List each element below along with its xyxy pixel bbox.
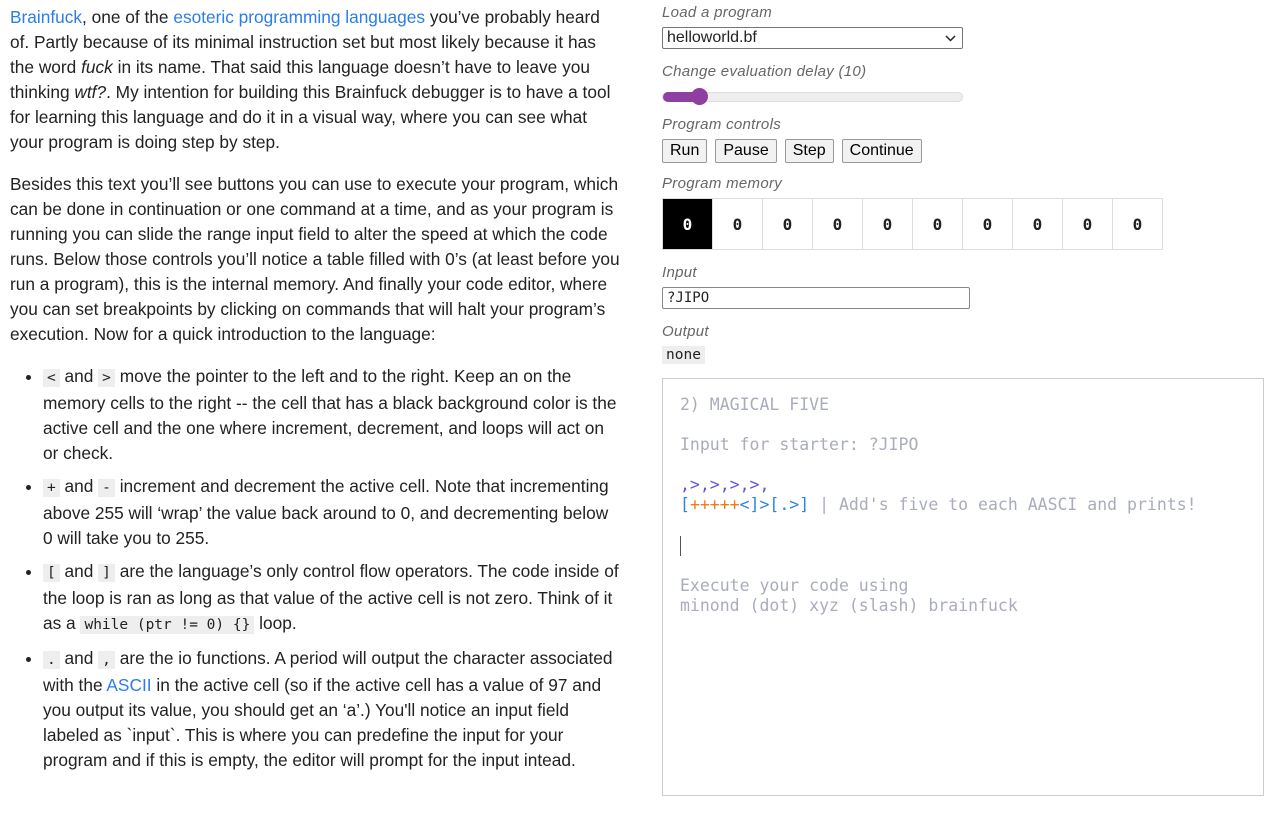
program-output: none	[662, 346, 705, 364]
memory-cell-active: 0	[663, 199, 713, 249]
code-command[interactable]: [	[680, 495, 690, 514]
text: you’ve probably heard of. Partly because of its minimal instruction set but most likely because it has the word	[10, 7, 600, 77]
text: . My intention for building this Brainfuck debugger is to have a tool for learning this language and do it in a visual way, where you can see what your program is doing step by step.	[10, 82, 611, 152]
memory-cell: 0	[963, 199, 1013, 249]
list-item	[43, 646, 620, 773]
list-item	[43, 364, 620, 466]
program-input[interactable]: ?JIPO	[662, 287, 970, 309]
code: -	[98, 479, 115, 497]
text: fuck	[81, 57, 113, 77]
brainfuck-link[interactable]: Brainfuck	[10, 7, 83, 27]
text: loop.	[254, 613, 297, 633]
text: , one of the	[82, 7, 174, 27]
ascii-link[interactable]: ASCII	[106, 675, 152, 695]
code: ,	[98, 651, 115, 669]
text: move the pointer to the left and to the right. Keep an on the memory cells to the right -- the cell that has a black background color is the active cell and the one where increment, decrement, and loops will act on or check.	[43, 366, 617, 463]
list-item	[43, 559, 620, 638]
text: in the active cell (so if the active cell has a value of 97 and you output its value, you should get an ‘a’.) You'll notice an input field labeled as `input`. This is where you can predefine the input for your program and if this is empty, the editor will prompt for the input intead.	[43, 675, 602, 770]
code-command[interactable]: ,>,>,>,>,	[680, 475, 770, 494]
memory-table	[662, 198, 1163, 250]
code: while (ptr != 0) {}	[80, 616, 254, 634]
run-button[interactable]: Run	[662, 139, 707, 163]
intro-text	[10, 5, 620, 781]
text: and	[59, 366, 99, 386]
step-button[interactable]: Step	[785, 139, 834, 163]
list-item	[43, 474, 620, 551]
memory-cell: 0	[913, 199, 963, 249]
code-command[interactable]: +++++	[689, 495, 740, 514]
debugger-panel	[662, 0, 1264, 796]
memory-cell: 0	[1132, 214, 1143, 234]
instruction-list	[10, 364, 620, 773]
code-command[interactable]: <]>[.>]	[739, 495, 810, 514]
comment: 2) MAGICAL FIVE	[680, 395, 830, 414]
code: .	[43, 651, 60, 669]
intro-paragraph-2: Besides this text you’ll see buttons you can use to execute your program, which can be done in continuation or one command at a time, and as your program is running you can slide the range input field to alter the speed at which the code runs. Below those controls you’ll notice a table filled with 0’s (at least before you run a program), this is the internal memory. And finally your code editor, where you can set breakpoints by clicking on commands that will halt your program’s execution. Now for a quick introduction to the language:	[10, 174, 620, 344]
comment: Input for starter: ?JIPO	[680, 435, 919, 454]
delay-slider[interactable]	[662, 92, 963, 102]
text: increment and decrement the active cell. Note that incrementing above 255 will ‘wrap’ the value back around to 0, and decrementing below 0 will take you to 255.	[43, 476, 609, 548]
esoteric-languages-link[interactable]: esoteric programming languages	[173, 7, 426, 27]
comment: Execute your code using	[680, 575, 909, 595]
pause-button[interactable]: Pause	[715, 139, 776, 163]
continue-button[interactable]: Continue	[842, 139, 922, 163]
comment: | Add's five to each AASCI and prints!	[809, 495, 1197, 514]
text-cursor	[680, 536, 681, 556]
text: wtf?	[74, 82, 107, 102]
text: and	[59, 476, 99, 496]
output-label: Output	[662, 323, 709, 340]
memory-cell: 0	[1063, 199, 1113, 249]
text: and	[59, 648, 99, 668]
selected-program: helloworld.bf	[667, 29, 757, 46]
code: ]	[98, 564, 115, 582]
code: <	[43, 369, 60, 387]
load-program-label: Load a program	[662, 4, 773, 21]
memory-label: Program memory	[662, 175, 783, 192]
text: are the language’s only control flow operators. The code inside of the loop is ran as long as that value of the active cell is not zero. Think of it as a	[43, 561, 619, 633]
delay-label: Change evaluation delay (10)	[662, 63, 867, 80]
code: +	[43, 479, 60, 497]
input-label: Input	[662, 264, 697, 281]
memory-cell: 0	[713, 199, 763, 249]
memory-cell: 0	[1013, 199, 1063, 249]
intro-paragraph-1	[10, 5, 620, 155]
program-select[interactable]	[662, 27, 963, 49]
program-controls-label: Program controls	[662, 116, 782, 133]
memory-cell: 0	[763, 199, 813, 249]
chevron-down-icon	[945, 35, 956, 42]
memory-cell: 0	[863, 199, 913, 249]
text: in its name. That said this language doesn’t have to leave you thinking	[10, 57, 590, 102]
text: are the io functions. A period will output the character associated with the	[43, 648, 613, 695]
code-editor[interactable]	[662, 378, 1264, 796]
code: [	[43, 564, 60, 582]
memory-cell: 0	[813, 199, 863, 249]
slider-thumb[interactable]	[691, 88, 708, 105]
text: and	[59, 561, 99, 581]
code: >	[98, 369, 115, 387]
comment: minond (dot) xyz (slash) brainfuck	[680, 595, 1018, 615]
